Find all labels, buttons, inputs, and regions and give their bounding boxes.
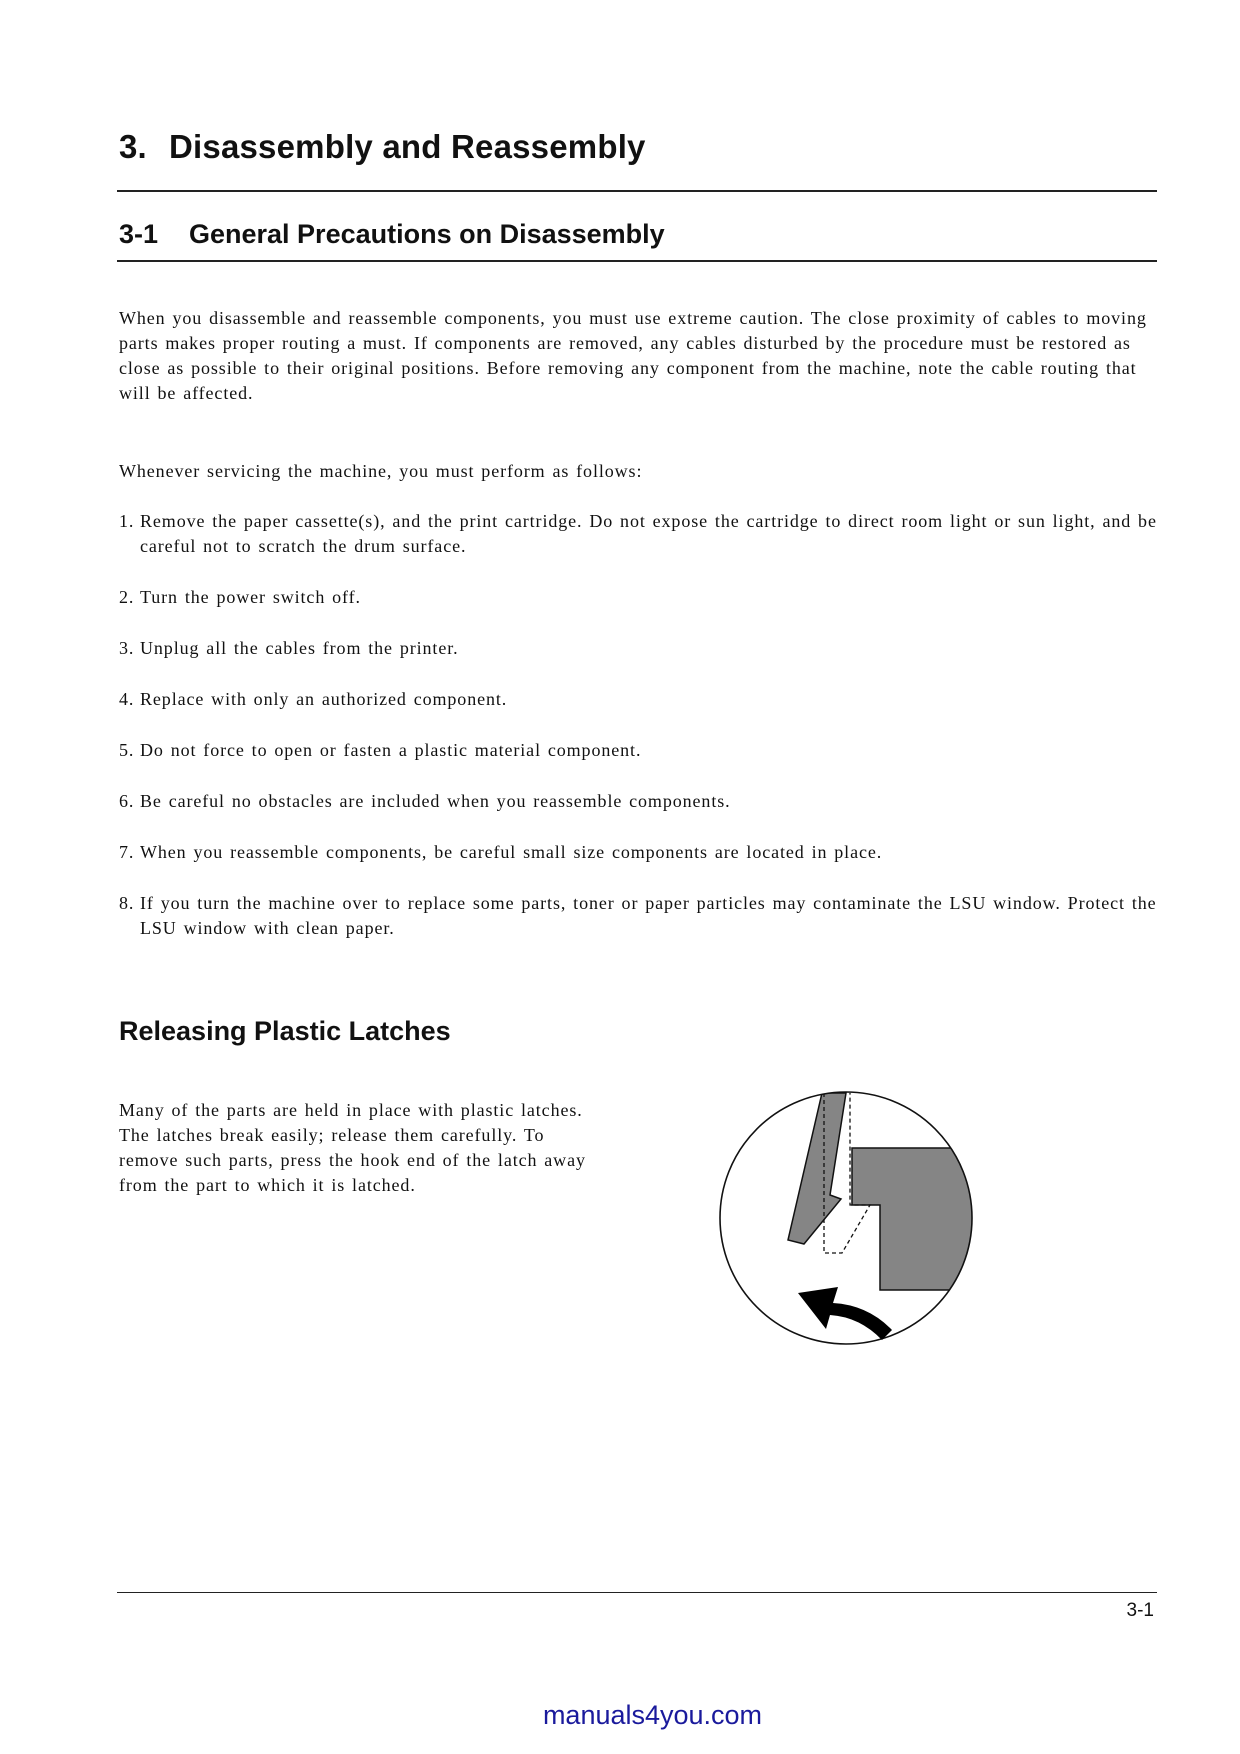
step-text: When you reassemble components, be careful small size components are located in place. [140,842,883,862]
list-item [119,840,1164,865]
procedure-steps [119,509,1164,967]
mating-part-shape [852,1148,976,1290]
list-item [119,738,1164,763]
step-text: Do not force to open or fasten a plastic material component. [140,740,642,760]
chapter-title [119,128,646,166]
step-number: 2. [119,587,135,607]
footer-rule [117,1592,1157,1593]
list-item [119,687,1164,712]
section-number: 3-1 [119,219,159,249]
step-number: 5. [119,740,135,760]
intro-paragraph: When you disassemble and reassemble components, you must use extreme caution. The close proximity of cables to moving parts makes proper routing a must. If components are removed, any cables disturbed by the procedure must be restored as close as possible to their original positions. Before removing any component from the machine, note the cable routing that will be affected. [119,308,1147,403]
page-number: 3-1 [1126,1600,1154,1621]
step-text: Be careful no obstacles are included when you reassemble components. [140,791,731,811]
latch-release-figure [716,1085,976,1351]
section-title [119,219,665,250]
chapter-title-text: Disassembly and Reassembly [169,128,646,165]
latches-heading: Releasing Plastic Latches [119,1016,451,1046]
chapter-rule [117,190,1157,192]
latches-paragraph: Many of the parts are held in place with plastic latches. The latches break easily; release them carefully. To remove such parts, press the hook end of the latch away from the part to which it is latched. [119,1100,586,1195]
list-item [119,636,1164,661]
step-number: 7. [119,842,135,862]
latch-drawing [788,1093,976,1290]
step-number: 1. [119,511,135,531]
procedure-lead: Whenever servicing the machine, you must perform as follows: [119,461,643,481]
step-number: 4. [119,689,135,709]
step-text: If you turn the machine over to replace some parts, toner or paper particles may contaminate the LSU window. Protect the LSU window with clean paper. [140,893,1157,938]
list-item [119,585,1164,610]
section-title-text: General Precautions on Disassembly [189,219,665,249]
plastic-latch-shape [788,1093,846,1244]
step-number: 3. [119,638,135,658]
release-arrow-icon [798,1287,892,1340]
step-text: Replace with only an authorized component. [140,689,508,709]
list-item [119,789,1164,814]
list-item [119,891,1164,941]
section-rule [117,260,1157,262]
step-text: Remove the paper cassette(s), and the print cartridge. Do not expose the cartridge to direct room light or sun light, and be careful not to scratch the drum surface. [140,511,1157,556]
list-item [119,509,1164,559]
watermark-text: manuals4you.com [542,1700,763,1730]
step-text: Unplug all the cables from the printer. [140,638,459,658]
step-number: 6. [119,791,135,811]
chapter-number: 3. [119,128,147,165]
step-number: 8. [119,893,135,913]
step-text: Turn the power switch off. [140,587,361,607]
